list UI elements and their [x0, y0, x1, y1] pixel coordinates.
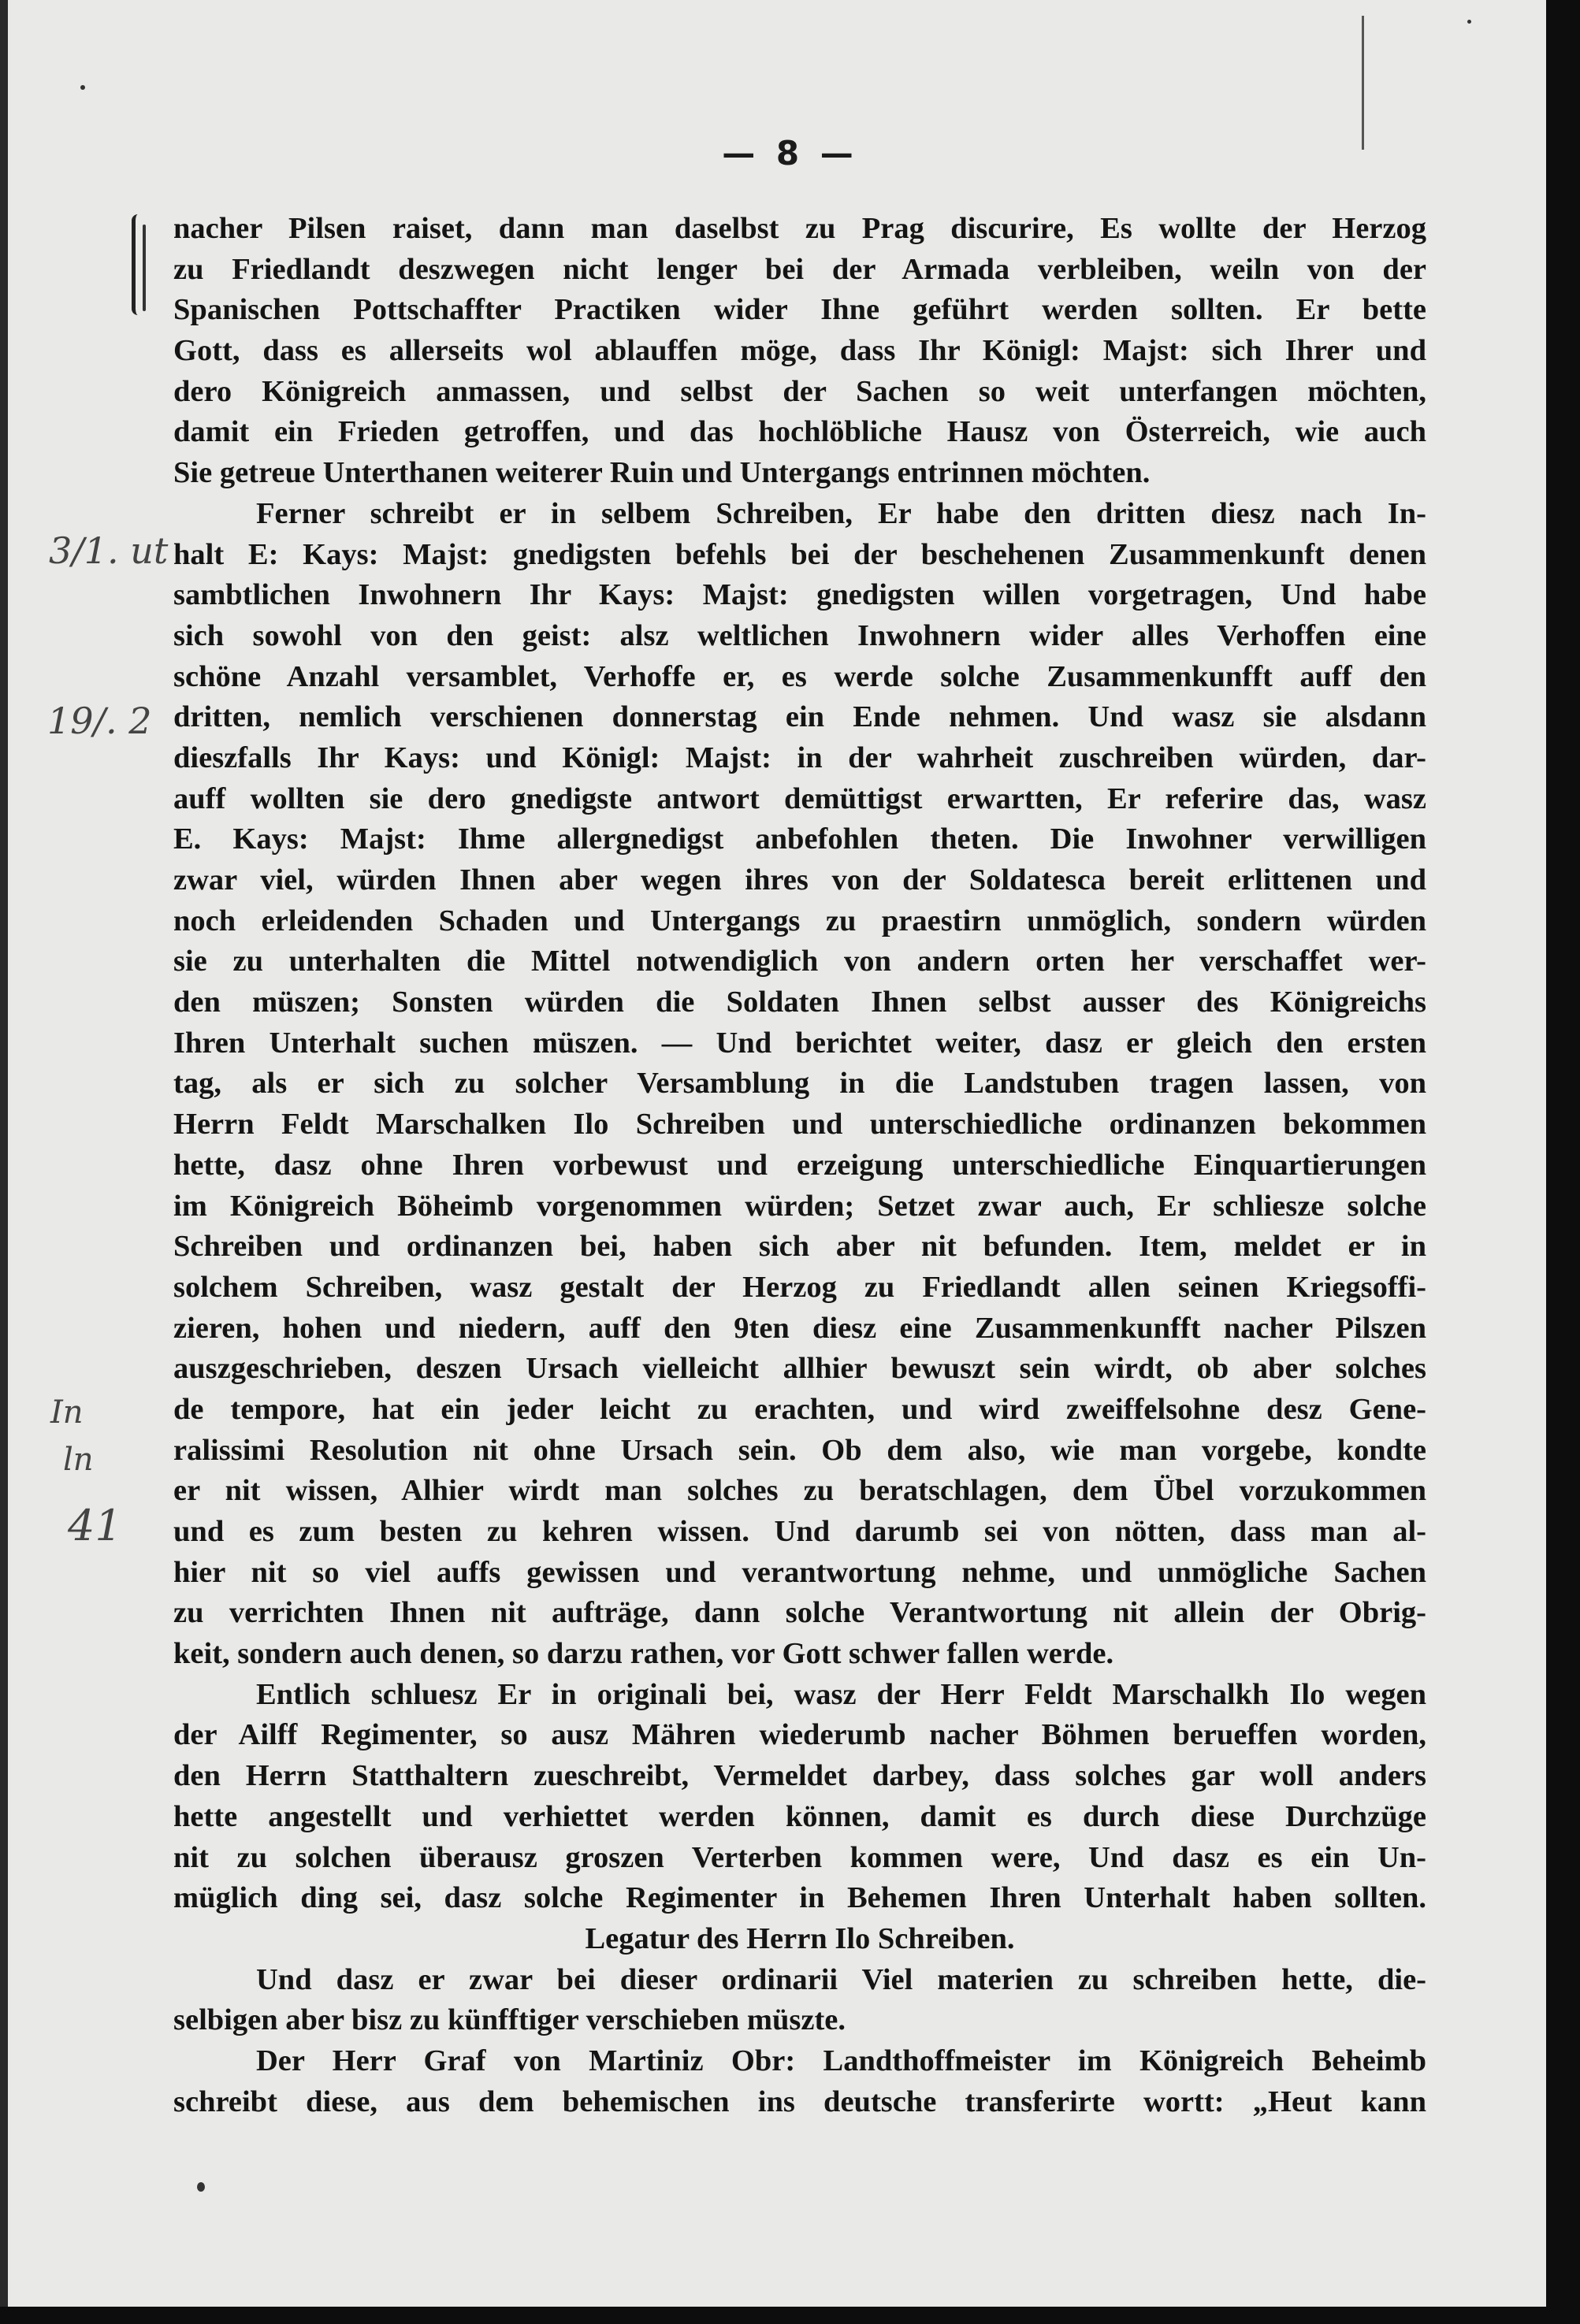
text-line: Schreiben und ordinanzen bei, haben sich aber nit befunden. Item, meldet er in	[173, 1230, 1426, 1264]
text-line: und es zum besten zu kehren wissen. Und darumb sei von nötten, dass man al-	[173, 1515, 1426, 1548]
text-line: im Königreich Böheimb vorgenommen würden; Setzet zwar auch, Er schliesze solche	[173, 1189, 1426, 1223]
margin-bracket	[132, 214, 143, 315]
scan-bottom-edge	[0, 2307, 1580, 2324]
text-line: auszgeschrieben, deszen Ursach vielleicht allhier bewuszt sein wirdt, ob aber solches	[173, 1352, 1426, 1386]
text-line: auff wollten sie dero gnedigste antwort demüttigst erwartten, Er referire das, wasz	[173, 781, 1426, 815]
text-line: zu Friedlandt deszwegen nicht lenger bei der Armada verbleiben, weiln von der	[173, 252, 1426, 286]
scan-left-edge	[0, 0, 8, 2324]
text-line: schreibt diese, aus dem behemischen ins deutsche transferirte wortt: „Heut kann	[173, 2085, 1426, 2118]
scan-right-edge	[1546, 0, 1580, 2324]
text-line: Und dasz er zwar bei dieser ordinarii Viel materien zu schreiben hette, die-	[256, 1962, 1426, 1996]
text-line: er nit wissen, Alhier wirdt man solches zu beratschlagen, dem Übel vorzukommen	[173, 1474, 1426, 1508]
text-line: selbigen aber bisz zu künfftiger verschieben müszte.	[173, 2003, 846, 2037]
faint-stamp	[217, 1946, 223, 1966]
text-line: keit, sondern auch denen, so darzu rathen, vor Gott schwer fallen werde.	[173, 1637, 1114, 1671]
text-line: den Herrn Statthaltern zueschreibt, Vermeldet darbey, dass solches gar woll anders	[173, 1759, 1426, 1793]
text-line: damit ein Frieden getroffen, und das hochlöbliche Hausz von Österreich, wie auch	[173, 415, 1426, 449]
text-line: dritten, nemlich verschienen donnerstag ein Ende nehmen. Und wasz sie alsdann	[173, 700, 1426, 734]
text-line: nacher Pilsen raiset, dann man daselbst zu Prag discurire, Es wollte der Herzog	[173, 212, 1426, 245]
text-line: Ferner schreibt er in selbem Schreiben, Er habe den dritten diesz nach In-	[256, 496, 1426, 530]
margin-note: 41	[68, 1501, 122, 1550]
text-line: Spanischen Pottschaffter Practiken wider Ihne geführt werden sollten. Er bette	[173, 293, 1426, 327]
text-line: Der Herr Graf von Martiniz Obr: Landthoffmeister im Königreich Beheimb	[256, 2044, 1426, 2077]
text-line: ralissimi Resolution nit ohne Ursach sein. Ob dem also, wie man vorgebe, kondte	[173, 1433, 1426, 1467]
text-line: dieszfalls Ihr Kays: und Königl: Majst: in der wahrheit zuschreiben würden, dar-	[173, 741, 1426, 774]
text-line: dero Königreich anmassen, und selbst der Sachen so weit unterfangen möchten,	[173, 374, 1426, 408]
margin-bracket-inner	[143, 225, 146, 311]
dust-speck	[197, 2182, 205, 2192]
text-line: sich sowohl von den geist: alsz weltlichen Inwohnern wider alles Verhoffen eine	[173, 618, 1426, 652]
text-line: hier nit so viel auffs gewissen und verantwortung nehme, und unmögliche Sachen	[173, 1555, 1426, 1589]
margin-note: In	[50, 1394, 84, 1431]
page-number: — 8 —	[722, 134, 858, 173]
dust-speck	[1467, 20, 1471, 24]
text-line: E. Kays: Majst: Ihme allergnedigst anbefohlen theten. Die Inwohner verwilligen	[173, 822, 1426, 856]
text-line: solchem Schreiben, wasz gestalt der Herzog zu Friedlandt allen seinen Kriegsoffi-	[173, 1270, 1426, 1304]
text-line: den müszen; Sonsten würden die Soldaten Ihnen selbst ausser des Königreichs	[173, 986, 1426, 1019]
margin-note: 3/1. ut	[49, 529, 169, 572]
text-line: tag, als er sich zu solcher Versamblung in die Landstuben tragen lassen, von	[173, 1067, 1426, 1101]
text-line: müglich ding sei, dasz solche Regimenter in Behemen Ihren Unterhalt haben sollten.	[173, 1881, 1426, 1915]
text-line: noch erleidenden Schaden und Untergangs zu praestirn unmöglich, sondern würden	[173, 904, 1426, 937]
text-line: Ihren Unterhalt suchen müszen. — Und berichtet weiter, dasz er gleich den ersten	[173, 1026, 1426, 1060]
margin-note: 19/. 2	[47, 700, 152, 742]
text-line: Entlich schluesz Er in originali bei, wasz der Herr Feldt Marschalkh Ilo wegen	[256, 1677, 1426, 1711]
text-line: der Ailff Regimenter, so ausz Mähren wiederumb nacher Böhmen berueffen worden,	[173, 1718, 1426, 1752]
text-line: hette angestellt und verhiettet werden können, damit es durch diese Durchzüge	[173, 1799, 1426, 1833]
text-line: sie zu unterhalten die Mittel notwendiglich von andern orten her verschaffet wer-	[173, 945, 1426, 978]
text-line: nit zu solchen überausz groszen Verterben kommen were, Und dasz es ein Un-	[173, 1840, 1426, 1874]
text-line: de tempore, hat ein jeder leicht zu erachten, und wird zweiffelsohne desz Gene-	[173, 1392, 1426, 1426]
text-line: Gott, dass es allerseits wol ablauffen möge, dass Ihr Königl: Majst: sich Ihrer und	[173, 334, 1426, 368]
text-line: Herrn Feldt Marschalken Ilo Schreiben und unterschiedliche ordinanzen bekommen	[173, 1108, 1426, 1142]
dust-speck	[80, 85, 85, 90]
margin-note: ln	[63, 1442, 94, 1478]
text-line: zwar viel, würden Ihnen aber wegen ihres von der Soldatesca bereit erlittenen und	[173, 863, 1426, 897]
section-heading: Legatur des Herrn Ilo Schreiben.	[585, 1921, 1015, 1955]
text-line: zieren, hohen und niedern, auff den 9ten diesz eine Zusammenkunfft nacher Pilszen	[173, 1311, 1426, 1345]
text-line: zu verrichten Ihnen nit aufträge, dann solche Verantwortung nit allein der Obrig-	[173, 1596, 1426, 1630]
document-body	[173, 209, 1426, 2122]
fold-mark	[1362, 16, 1364, 150]
text-line: halt E: Kays: Majst: gnedigsten befehls bei der beschehenen Zusammenkunft denen	[173, 537, 1426, 571]
text-line: sambtlichen Inwohnern Ihr Kays: Majst: gnedigsten willen vorgetragen, Und habe	[173, 578, 1426, 612]
text-line: schöne Anzahl versamblet, Verhoffe er, es werde solche Zusammenkunfft auff den	[173, 659, 1426, 693]
text-line: Sie getreue Unterthanen weiterer Ruin und Untergangs entrinnen möchten.	[173, 456, 1151, 490]
text-line: hette, dasz ohne Ihren vorbewust und erzeigung unterschiedliche Einquartierungen	[173, 1148, 1426, 1182]
